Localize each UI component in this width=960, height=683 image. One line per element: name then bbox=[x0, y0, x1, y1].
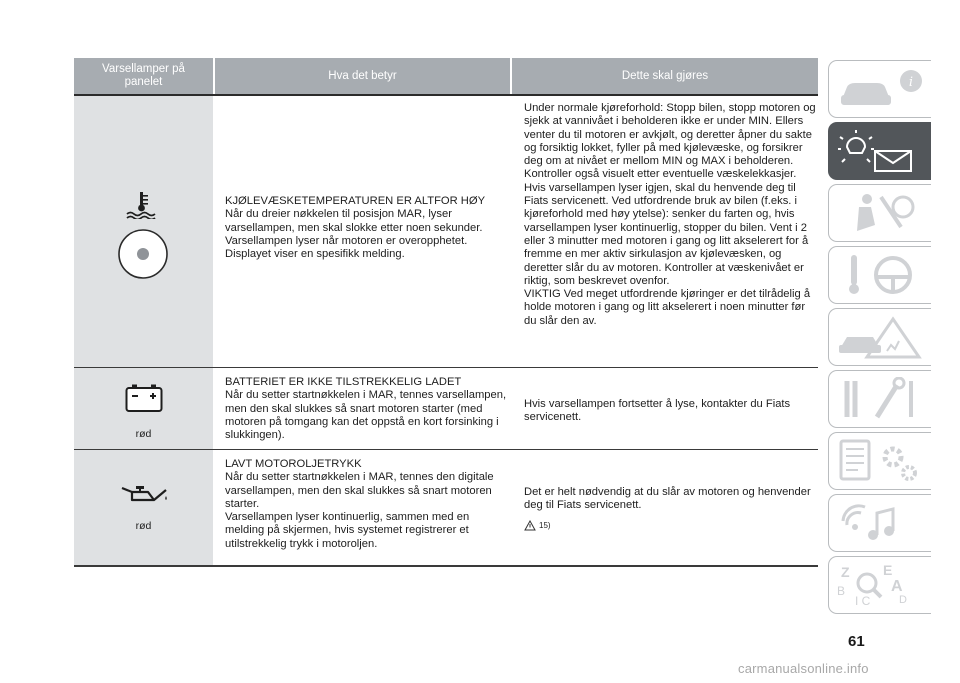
index-icon bbox=[837, 563, 927, 607]
row-divider bbox=[74, 449, 818, 450]
sidebar-tab-info[interactable] bbox=[828, 60, 931, 118]
technical-data-icon bbox=[837, 439, 927, 483]
row-2-action: Hvis varsellampen fortsetter å lyse, kontakter du Fiats servicenett. bbox=[524, 398, 791, 424]
header-col-action bbox=[512, 58, 818, 94]
table-bottom-line bbox=[74, 565, 818, 567]
battery-lamp-color: rød bbox=[135, 428, 152, 440]
header-col-lamps-label: Varsellamper på panelet bbox=[102, 63, 185, 88]
info-car-icon bbox=[837, 67, 927, 111]
sidebar-tab-technical-data[interactable] bbox=[828, 432, 931, 490]
sidebar-tab-emergency[interactable] bbox=[828, 308, 931, 366]
svg-text:E: E bbox=[883, 563, 893, 578]
row-3-action: Det er helt nødvendig at du slår av motoren og henvender deg til Fiats servicenett. bbox=[524, 486, 811, 512]
warning-lights-icon bbox=[837, 129, 927, 173]
oil-lamp-color: rød bbox=[135, 520, 152, 532]
row-2-meaning: BATTERIET ER IKKE TILSTREKKELIG LADET Når du setter startnøkkelen i MAR, tennes varsellampen, men den skal slukkes så snart motoren starter (med motoren på tomgang kan det oppstå en kort forsinking i slukkingen). bbox=[225, 376, 507, 442]
caution-note-ref: 15) bbox=[539, 521, 551, 530]
caution-triangle-icon bbox=[524, 520, 536, 531]
row-1-meaning: KJØLEVÆSKETEMPERATUREN ER ALTFOR HØY Når du dreier nøkkelen til posisjon MAR, lyser varsellampen, men skal slokke etter noen sekunder. Varsellampen lyser når motoren er overopphetet. Displayet viser en spesifikk melding. bbox=[225, 195, 486, 261]
svg-text:D: D bbox=[899, 594, 907, 606]
svg-text:I C: I C bbox=[855, 594, 871, 607]
svg-text:Z: Z bbox=[841, 564, 850, 580]
row-divider bbox=[74, 367, 818, 368]
row-3-meaning: LAVT MOTOROLJETRYKK Når du setter startnøkkelen i MAR, tennes den digitale varsellampen, men den skal slukkes så snart motoren starter. Varsellampen lyser kontinuerlig, sammen med en melding på skjermen, hvis systemet registrerer et utilstrekkelig trykk i motoroljen. bbox=[225, 458, 494, 550]
watermark: carmanualsonline.info bbox=[738, 661, 869, 676]
caution-note[interactable] bbox=[524, 520, 551, 531]
emergency-icon bbox=[837, 315, 927, 359]
row-1-action: Under normale kjøreforhold: Stopp bilen, stopp motoren og sjekk at vannivået i beholderen ikke er under MIN. Ellers venter du til motoren er avkjølt, og deretter åpner du sakte og forsiktig lokket, fyller på med kjølevæske, og forsikrer deg om at nivået er mellom MIN og MAX i beholderen. Kontroller også visuelt etter eventuelle væskelekkasjer. Hvis varsellampen lyser igjen, skal du henvende deg til Fiats servicenett. Ved utfordrende bruk av bilen (f.eks. i kjøreforhold med høy ytelse): senker du farten og, hvis varsellampen lyser kontinuerlig, stopper du bilen. Vent i 2 eller 3 minutter med motoren i gang og litt akselerert for å fremme en mer aktiv sirkulasjon av kjølevæsken, og deretter slår du av motoren. Kontroller at væskenivået er riktig, som beskrevet ovenfor. VIKTIG Ved meget utfordrende kjøringer er det tilrådelig å holde motoren i gang og litt akselerert i noen minutter før du slår den av. bbox=[524, 102, 816, 327]
page-number: 61 bbox=[848, 633, 865, 650]
sidebar-tab-safety[interactable] bbox=[828, 184, 931, 242]
safety-airbag-icon bbox=[837, 191, 927, 235]
oil-pressure-icon bbox=[118, 480, 170, 511]
sidebar-tab-maintenance[interactable] bbox=[828, 370, 931, 428]
svg-text:B: B bbox=[837, 584, 846, 598]
header-col-action-label: Dette skal gjøres bbox=[621, 69, 709, 82]
header-col-lamps bbox=[74, 58, 213, 94]
header-col-meaning-label: Hva det betyr bbox=[328, 69, 397, 82]
svg-text:i: i bbox=[908, 75, 914, 90]
lamp-indicator-circle-icon bbox=[117, 228, 169, 285]
sidebar-tab-index[interactable] bbox=[828, 556, 931, 614]
starting-driving-icon bbox=[837, 253, 927, 297]
multimedia-icon bbox=[837, 501, 927, 545]
svg-text:A: A bbox=[891, 578, 903, 595]
header-col-meaning bbox=[215, 58, 510, 94]
sidebar-tab-warning-lights[interactable] bbox=[828, 122, 931, 180]
maintenance-icon bbox=[837, 377, 927, 421]
coolant-temperature-icon bbox=[124, 191, 160, 224]
sidebar-tab-multimedia[interactable] bbox=[828, 494, 931, 552]
battery-icon bbox=[125, 383, 163, 418]
sidebar-tab-starting-driving[interactable] bbox=[828, 246, 931, 304]
